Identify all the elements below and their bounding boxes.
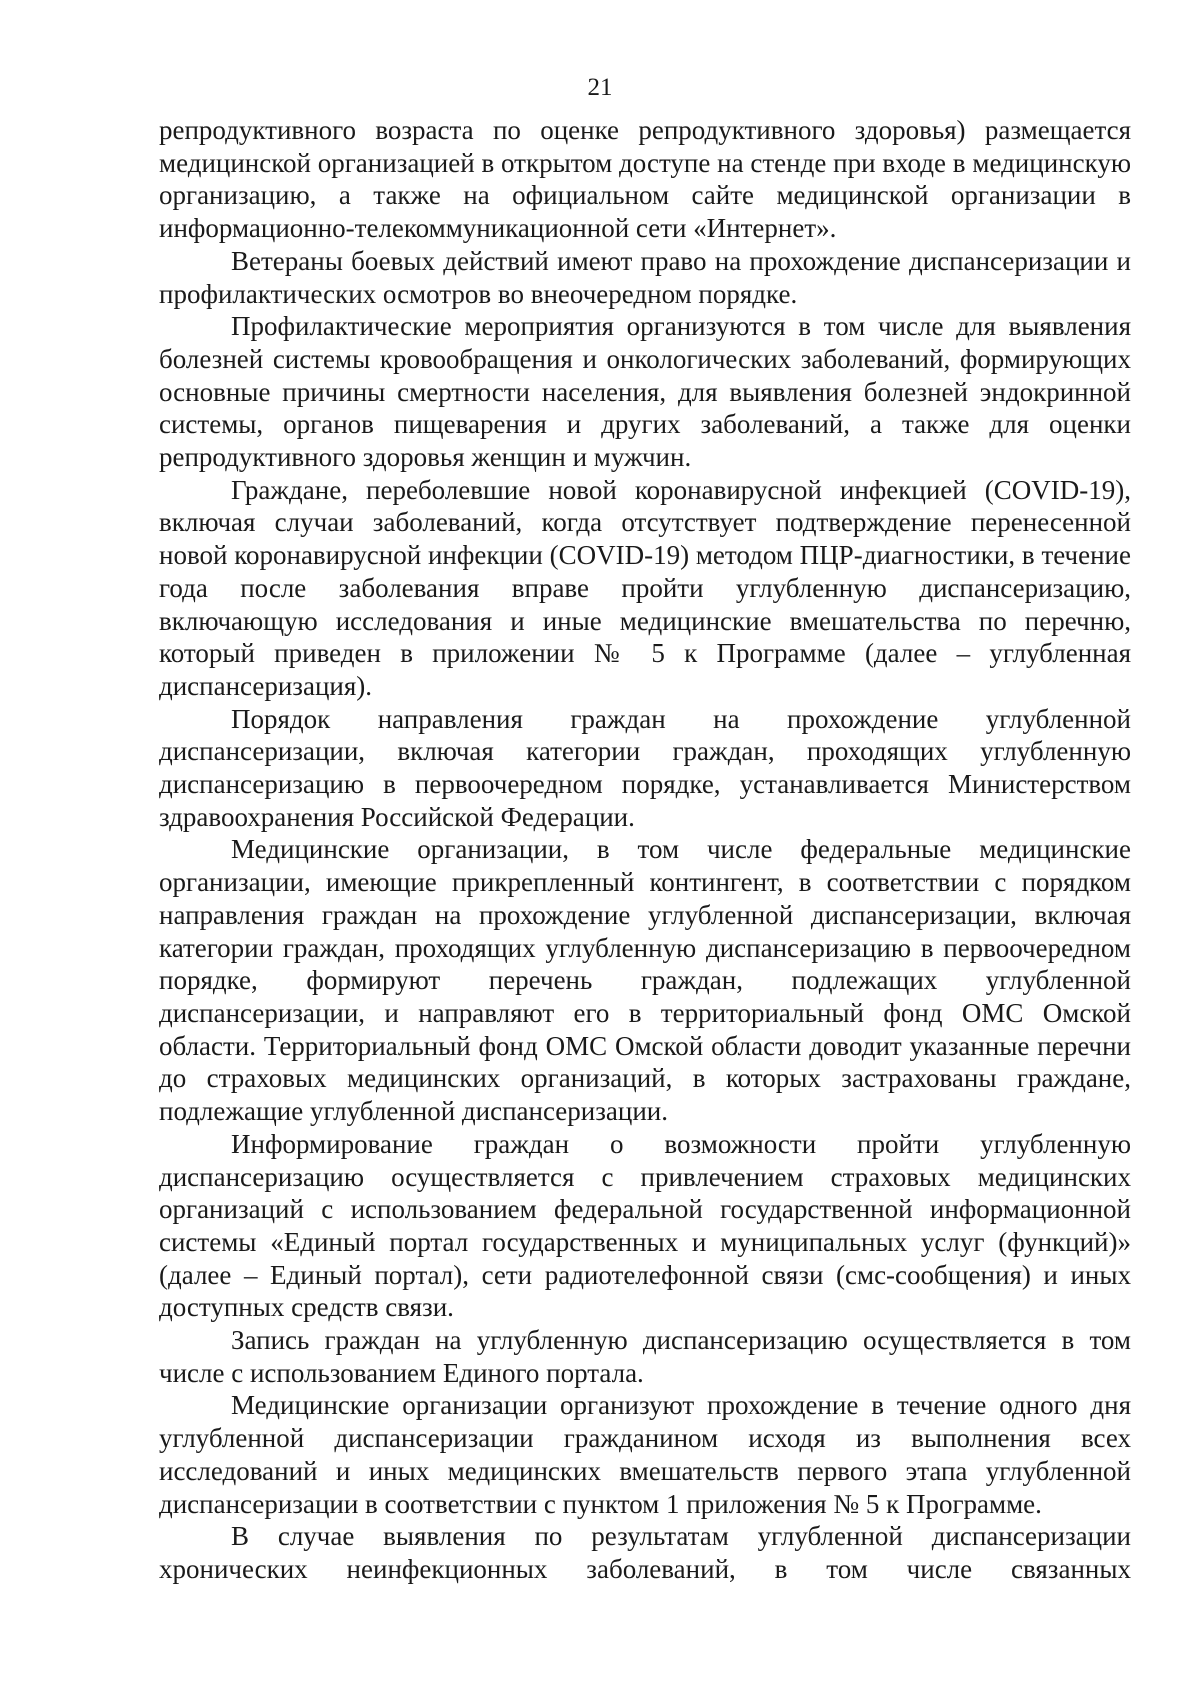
paragraph: В случае выявления по результатам углубленной диспансеризации хронических неинфекционных заболеваний, в том числе связанных	[159, 1521, 1131, 1584]
paragraph: Информирование граждан о возможности пройти углубленную диспансеризацию осуществляется с привлечением страховых медицинских организаций с использованием федеральной государственной информационной системы «Единый портал государственных и муниципальных услуг (функций)» (далее – Единый портал), сети радиотелефонной связи (смс-сообщения) и иных доступных средств связи.	[159, 1128, 1131, 1323]
paragraph: Ветераны боевых действий имеют право на прохождение диспансеризации и профилактических осмотров во внеочередном порядке.	[159, 245, 1131, 309]
paragraph: Граждане, переболевшие новой коронавирусной инфекцией (COVID-19), включая случаи заболеваний, когда отсутствует подтверждение перенесенной новой коронавирусной инфекции (COVID-19) методом ПЦР-диагностики, в течение года после заболевания вправе пройти углубленную диспансеризацию, включающую исследования и иные медицинские вмешательства по перечню, который приведен в приложении № 5 к Программе (далее – углубленная диспансеризация).	[159, 474, 1131, 701]
document-body	[159, 114, 1131, 1586]
paragraph: Порядок направления граждан на прохождение углубленной диспансеризации, включая категории граждан, проходящих углубленную диспансеризацию в первоочередном порядке, устанавливается Министерством здравоохранения Российской Федерации.	[159, 703, 1131, 832]
paragraph: репродуктивного возраста по оценке репродуктивного здоровья) размещается медицинской организацией в открытом доступе на стенде при входе в медицинскую организацию, а также на официальном сайте медицинской организации в информационно-телекоммуникационной сети «Интернет».	[159, 115, 1131, 244]
paragraph: Медицинские организации организуют прохождение в течение одного дня углубленной диспансеризации гражданином исходя из выполнения всех исследований и иных медицинских вмешательств первого этапа углубленной диспансеризации в соответствии с пунктом 1 приложения № 5 к Программе.	[159, 1390, 1131, 1519]
paragraph: Медицинские организации, в том числе федеральные медицинские организации, имеющие прикрепленный контингент, в соответствии с порядком направления граждан на прохождение углубленной диспансеризации, включая категории граждан, проходящих углубленную диспансеризацию в первоочередном порядке, формируют перечень граждан, подлежащих углубленной диспансеризации, и направляют его в территориальный фонд ОМС Омской области. Территориальный фонд ОМС Омской области доводит указанные перечни до страховых медицинских организаций, в которых застрахованы граждане, подлежащие углубленной диспансеризации.	[159, 834, 1131, 1127]
paragraph: Профилактические мероприятия организуются в том числе для выявления болезней системы кровообращения и онкологических заболеваний, формирующих основные причины смертности населения, для выявления болезней эндокринной системы, органов пищеварения и других заболеваний, а также для оценки репродуктивного здоровья женщин и мужчин.	[159, 311, 1131, 473]
page-number: 21	[587, 74, 613, 101]
paragraph: Запись граждан на углубленную диспансеризацию осуществляется в том числе с использованием Единого портала.	[159, 1325, 1131, 1388]
